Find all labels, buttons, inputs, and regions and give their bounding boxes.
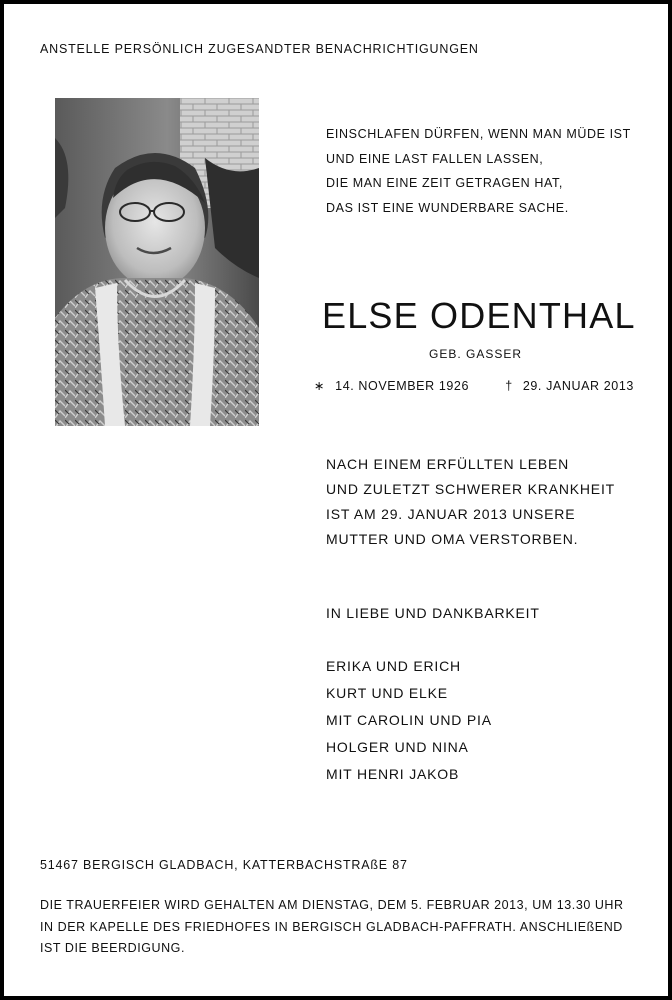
mourners-intro: IN LIEBE UND DANKBARKEIT bbox=[326, 605, 540, 621]
announcement-line: IST AM 29. JANUAR 2013 UNSERE bbox=[326, 506, 576, 522]
funeral-line: IST DIE BEERDIGUNG. bbox=[40, 941, 185, 955]
announcement-line: UND ZULETZT SCHWERER KRANKHEIT bbox=[326, 481, 615, 497]
maiden-name: GEB. GASSER bbox=[429, 347, 523, 361]
portrait-photo bbox=[55, 98, 259, 426]
mourners-list bbox=[326, 653, 492, 788]
mourner-name: ERIKA UND ERICH bbox=[326, 658, 461, 674]
deceased-name: ELSE ODENTHAL bbox=[322, 295, 636, 336]
header-notice: ANSTELLE PERSÖNLICH ZUGESANDTER BENACHRICHTIGUNGEN bbox=[40, 42, 479, 56]
death-cross-icon: † bbox=[505, 379, 513, 393]
funeral-line: IN DER KAPELLE DES FRIEDHOFES IN BERGISCH GLADBACH-PAFFRATH. ANSCHLIEßEND bbox=[40, 919, 623, 934]
announcement-line: MUTTER UND OMA VERSTORBEN. bbox=[326, 531, 579, 547]
mourner-name: HOLGER UND NINA bbox=[326, 739, 469, 755]
poem-line: DAS IST EINE WUNDERBARE SACHE. bbox=[326, 200, 569, 215]
mourner-name: MIT HENRI JAKOB bbox=[326, 766, 460, 782]
mourner-name: MIT CAROLIN UND PIA bbox=[326, 712, 492, 728]
mourner-name: KURT UND ELKE bbox=[326, 685, 448, 701]
poem-verse bbox=[326, 122, 631, 220]
family-address: 51467 BERGISCH GLADBACH, KATTERBACHSTRAßE 87 bbox=[40, 858, 408, 872]
birth-date: 14. NOVEMBER 1926 bbox=[335, 379, 470, 393]
poem-line: EINSCHLAFEN DÜRFEN, WENN MAN MÜDE IST bbox=[326, 127, 631, 141]
funeral-line: DIE TRAUERFEIER WIRD GEHALTEN AM DIENSTAG, DEM 5. FEBRUAR 2013, UM 13.30 UHR bbox=[40, 898, 624, 912]
death-date: 29. JANUAR 2013 bbox=[522, 379, 634, 393]
poem-line: DIE MAN EINE ZEIT GETRAGEN HAT, bbox=[326, 176, 563, 190]
life-dates bbox=[314, 378, 634, 393]
birth-star-icon: ∗ bbox=[314, 379, 326, 393]
announcement-text bbox=[326, 452, 615, 552]
poem-line: UND EINE LAST FALLEN LASSEN, bbox=[326, 151, 544, 166]
announcement-line: NACH EINEM ERFÜLLTEN LEBEN bbox=[326, 456, 570, 472]
funeral-details bbox=[40, 895, 624, 960]
